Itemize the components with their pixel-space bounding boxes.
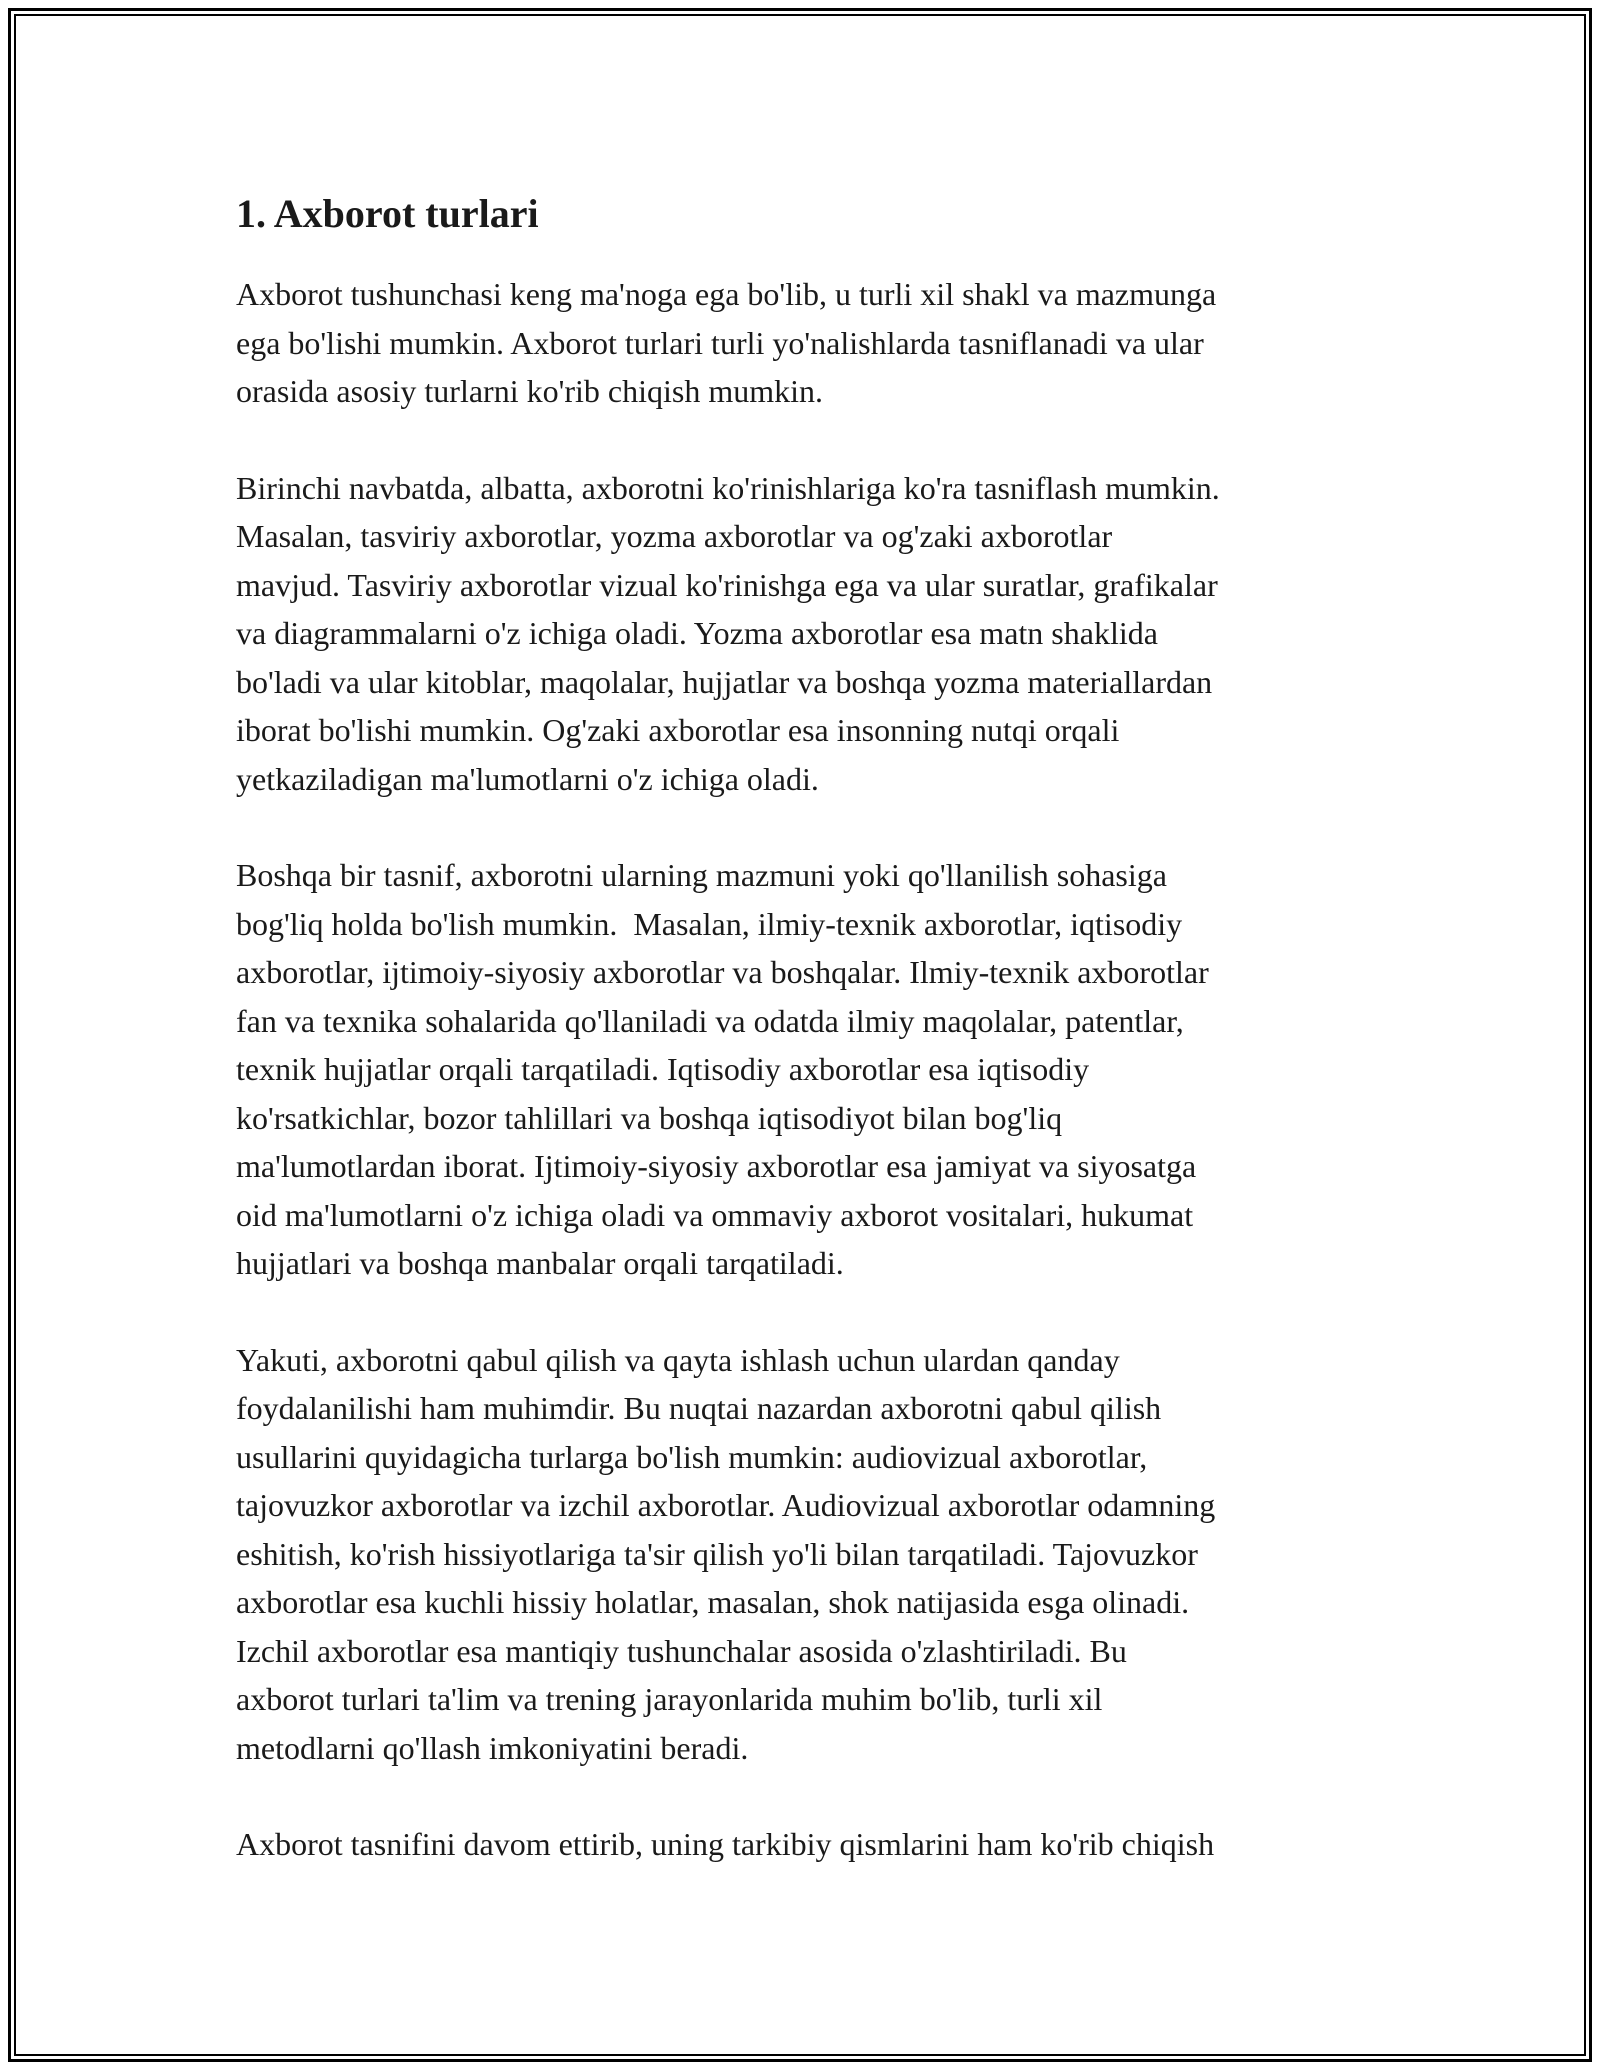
document-body <box>236 186 1376 1869</box>
paragraph-classification-by-perception: Yakuti, axborotni qabul qilish va qayta ishlash uchun ulardan qanday foydalanilishi ham muhimdir. Bu nuqtai nazardan axborotni qabul qilish usullarini quyidagicha turlarga bo'lish mumkin: audiovizual axborotlar, tajovuzkor axborotlar va izchil axborotlar. Audiovizual axborotlar odamning eshitish, ko'rish hissiyotlariga ta'sir qilish yo'li bilan tarqatiladi. Tajovuzkor axborotlar esa kuchli hissiy holatlar, masalan, shok natijasida esga olinadi. Izchil axborotlar esa mantiqiy tushunchalar asosida o'zlashtiriladi. Bu axborot turlari ta'lim va trening jarayonlarida muhim bo'lib, turli xil metodlarni qo'llash imkoniyatini beradi. <box>236 1341 1216 1766</box>
paragraph-continuation: Axborot tasnifini davom ettirib, uning tarkibiy qismlarini ham ko'rib chiqish <box>236 1826 1215 1862</box>
paragraph-classification-by-form: Birinchi navbatda, albatta, axborotni ko'rinishlariga ko'ra tasniflash mumkin. Masalan, tasviriy axborotlar, yozma axborotlar va og'zaki axborotlar mavjud. Tasviriy axborotlar vizual ko'rinishga ega va ular suratlar, grafikalar va diagrammalarni o'z ichiga oladi. Yozma axborotlar esa matn shaklida bo'ladi va ular kitoblar, maqolalar, hujjatlar va boshqa yozma materiallardan iborat bo'lishi mumkin. Og'zaki axborotlar esa insonning nutqi orqali yetkaziladigan ma'lumotlarni o'z ichiga oladi. <box>236 469 1220 797</box>
paragraph-intro: Axborot tushunchasi keng ma'noga ega bo'lib, u turli xil shakl va mazmunga ega bo'lishi mumkin. Axborot turlari turli yo'nalishlarda tasniflanadi va ular orasida asosiy turlarni ko'rib chiqish mumkin. <box>236 276 1217 409</box>
paragraph-classification-by-content: Boshqa bir tasnif, axborotni ularning mazmuni yoki qo'llanilish sohasiga bog'liq holda bo'lish mumkin. Masalan, ilmiy-texnik axborotlar, iqtisodiy axborotlar, ijtimoiy-siyosiy axborotlar va boshqalar. Ilmiy-texnik axborotlar fan va texnika sohalarida qo'llaniladi va odatda ilmiy maqolalar, patentlar, texnik hujjatlar orqali tarqatiladi. Iqtisodiy axborotlar esa iqtisodiy ko'rsatkichlar, bozor tahlillari va boshqa iqtisodiyot bilan bog'liq ma'lumotlardan iborat. Ijtimoiy-siyosiy axborotlar esa jamiyat va siyosatga oid ma'lumotlarni o'z ichiga oladi va ommaviy axborot vositalari, hukumat hujjatlari va boshqa manbalar orqali tarqatiladi. <box>236 857 1209 1281</box>
section-heading: 1. Axborot turlari <box>236 191 539 236</box>
